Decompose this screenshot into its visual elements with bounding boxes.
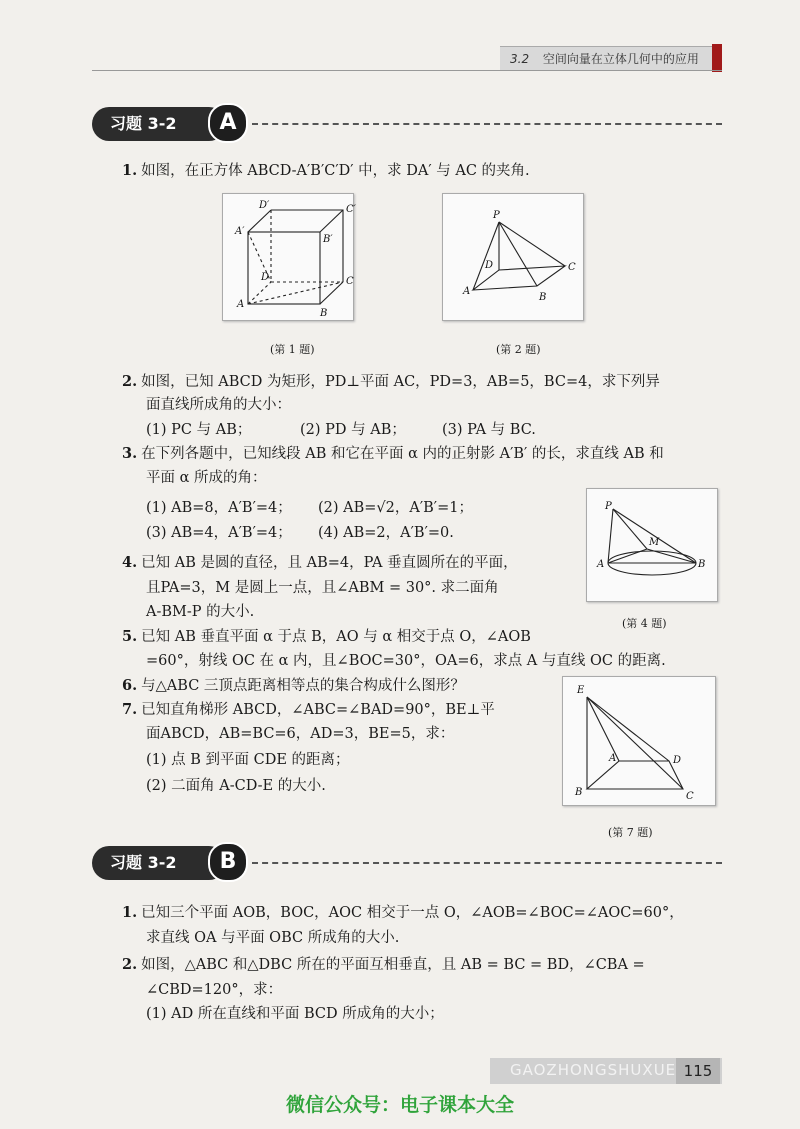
section-title: 空间向量在立体几何中的应用 bbox=[542, 52, 699, 66]
page-number: 115 bbox=[676, 1058, 720, 1084]
problem-b1 bbox=[122, 902, 684, 924]
figure-4-caption: (第 4 题) bbox=[622, 617, 667, 630]
exercise-badge-b bbox=[92, 846, 226, 880]
problem-a2-opt1: (1) PC 与 AB； bbox=[146, 422, 252, 438]
label-A: A bbox=[609, 753, 617, 764]
exercise-badge-a bbox=[92, 107, 226, 141]
problem-a3-line2: 平面 α 所成的角： bbox=[146, 470, 267, 486]
problem-number: 7. bbox=[122, 701, 138, 718]
dashed-divider bbox=[252, 123, 722, 125]
problem-text: 已知直角梯形 ABCD，∠ABC=∠BAD=90°，BE⊥平 bbox=[141, 702, 495, 718]
figure-1-caption: (第 1 题) bbox=[270, 343, 315, 356]
label-C: C bbox=[568, 262, 576, 273]
problem-a4-line3: A-BM-P 的大小. bbox=[146, 604, 255, 620]
problem-b2-opt1: (1) AD 所在直线和平面 BCD 所成角的大小； bbox=[146, 1006, 444, 1022]
figure-7-caption: (第 7 题) bbox=[608, 826, 653, 839]
problem-text: 如图，在正方体 ABCD-A′B′C′D′ 中，求 DA′ 与 AC 的夹角. bbox=[141, 163, 530, 179]
label-B: B bbox=[698, 559, 706, 570]
figure-1-cube bbox=[222, 193, 354, 321]
problem-a7-opt1: (1) 点 B 到平面 CDE 的距离； bbox=[146, 752, 350, 768]
problem-a5 bbox=[122, 626, 531, 648]
problem-b1-line2: 求直线 OA 与平面 OBC 所成角的大小. bbox=[146, 930, 400, 946]
problem-number: 1. bbox=[122, 162, 138, 179]
problem-a7-opt2: (2) 二面角 A-CD-E 的大小. bbox=[146, 778, 326, 794]
problem-text: 如图，已知 ABCD 为矩形，PD⊥平面 AC，PD=3，AB=5，BC=4，求下列异 bbox=[141, 374, 660, 390]
problem-a2-line2: 面直线所成角的大小： bbox=[146, 397, 291, 413]
problem-number: 6. bbox=[122, 677, 138, 694]
problem-text: 在下列各题中，已知线段 AB 和它在平面 α 内的正射影 A′B′ 的长，求直线 AB 和 bbox=[141, 446, 664, 462]
problem-b2-line2: ∠CBD=120°，求： bbox=[146, 982, 283, 998]
label-D: D bbox=[485, 260, 494, 271]
problem-a4 bbox=[122, 552, 518, 574]
problem-a3-opt4: (4) AB=2，A′B′=0. bbox=[318, 525, 454, 541]
label-D: D bbox=[673, 755, 682, 766]
label-A: A bbox=[237, 299, 245, 310]
badge-label: 习题 3-2 bbox=[110, 853, 177, 872]
problem-b2 bbox=[122, 954, 645, 976]
label-D: D bbox=[261, 272, 270, 283]
problem-text: 与△ABC 三顶点距离相等点的集合构成什么图形？ bbox=[141, 678, 465, 694]
label-P: P bbox=[493, 210, 500, 221]
badge-letter-b: B bbox=[208, 842, 248, 882]
running-header bbox=[500, 46, 712, 70]
label-B: B bbox=[320, 308, 328, 319]
problem-text: 已知 AB 垂直平面 α 于点 B，AO 与 α 相交于点 O，∠AOB bbox=[141, 629, 531, 645]
problem-text: 已知三个平面 AOB，BOC，AOC 相交于一点 O，∠AOB=∠BOC=∠AOC=60°， bbox=[141, 905, 684, 921]
label-P: P bbox=[605, 501, 612, 512]
problem-a1 bbox=[122, 160, 530, 182]
label-B1: B′ bbox=[323, 234, 333, 245]
problem-a2-opt2: (2) PD 与 AB； bbox=[300, 422, 406, 438]
header-tab bbox=[712, 44, 722, 72]
problem-number: 2. bbox=[122, 373, 138, 390]
problem-text: 已知 AB 是圆的直径，且 AB=4，PA 垂直圆所在的平面， bbox=[141, 555, 518, 571]
header-rule bbox=[92, 70, 722, 71]
label-A: A bbox=[597, 559, 605, 570]
badge-letter-a: A bbox=[208, 103, 248, 143]
problem-number: 4. bbox=[122, 554, 138, 571]
watermark: 微信公众号：电子课本大全 bbox=[285, 1094, 514, 1116]
label-B: B bbox=[539, 292, 547, 303]
problem-a3 bbox=[122, 443, 664, 465]
badge-label: 习题 3-2 bbox=[110, 114, 177, 133]
label-C1: C′ bbox=[346, 204, 356, 215]
problem-a7 bbox=[122, 699, 495, 721]
dashed-divider bbox=[252, 862, 722, 864]
section-number: 3.2 bbox=[510, 52, 530, 66]
label-A1: A′ bbox=[235, 226, 245, 237]
label-A: A bbox=[463, 286, 471, 297]
label-D1: D′ bbox=[259, 200, 270, 211]
label-C: C bbox=[686, 791, 694, 802]
label-M: M bbox=[649, 537, 660, 548]
problem-number: 3. bbox=[122, 445, 138, 462]
problem-a7-line2: 面ABCD，AB=BC=6，AD=3，BE=5，求： bbox=[146, 726, 455, 742]
figure-2-pyramid bbox=[442, 193, 584, 321]
problem-a3-opt2: (2) AB=√2，A′B′=1； bbox=[318, 500, 473, 516]
problem-a2-opt3: (3) PA 与 BC. bbox=[442, 422, 536, 438]
label-E: E bbox=[577, 685, 585, 696]
problem-a2 bbox=[122, 371, 660, 393]
problem-a4-line2: 且PA=3，M 是圆上一点，且∠ABM = 30°. 求二面角 bbox=[146, 580, 499, 596]
problem-number: 1. bbox=[122, 904, 138, 921]
figure-2-caption: (第 2 题) bbox=[496, 343, 541, 356]
label-C: C bbox=[346, 276, 354, 287]
problem-number: 2. bbox=[122, 956, 138, 973]
footer-brand: GAOZHONGSHUXUE bbox=[510, 1061, 677, 1079]
problem-text: 如图，△ABC 和△DBC 所在的平面互相垂直，且 AB = BC = BD，∠CBA = bbox=[141, 957, 645, 973]
label-B: B bbox=[575, 787, 583, 798]
problem-number: 5. bbox=[122, 628, 138, 645]
figure-7-trapezoid bbox=[562, 676, 716, 806]
problem-a6 bbox=[122, 675, 465, 697]
problem-a5-line2: =60°，射线 OC 在 α 内，且∠BOC=30°，OA=6，求点 A 与直线 OC 的距离. bbox=[146, 653, 666, 669]
figure-4-circle bbox=[586, 488, 718, 602]
problem-a3-opt3: (3) AB=4，A′B′=4； bbox=[146, 525, 292, 541]
problem-a3-opt1: (1) AB=8，A′B′=4； bbox=[146, 500, 292, 516]
